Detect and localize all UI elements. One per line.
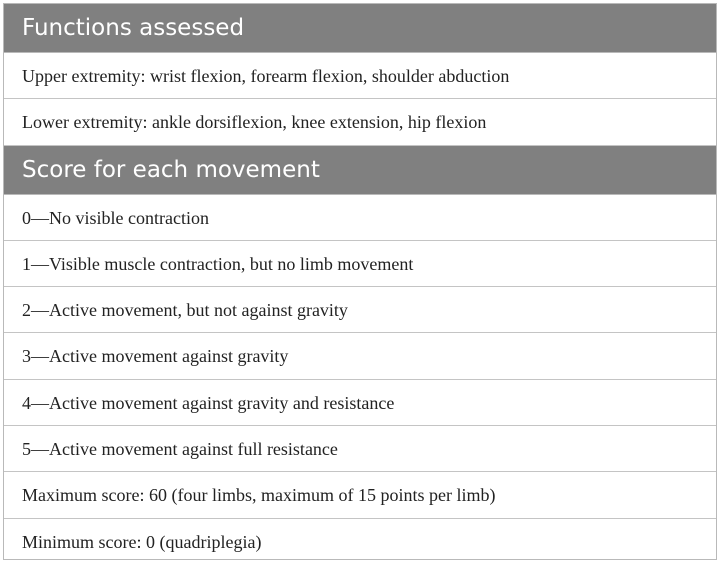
table-row: 1—Visible muscle contraction, but no limb movement (4, 241, 716, 287)
table-row: 4—Active movement against gravity and resistance (4, 380, 716, 426)
section-header-functions: Functions assessed (4, 4, 716, 53)
table-row: Upper extremity: wrist flexion, forearm flexion, shoulder abduction (4, 53, 716, 99)
table-row: 3—Active movement against gravity (4, 333, 716, 379)
table-row: Minimum score: 0 (quadriplegia) (22, 531, 262, 552)
table-row: 5—Active movement against full resistance (4, 426, 716, 472)
table-row: 2—Active movement, but not against gravity (4, 287, 716, 333)
assessment-table (3, 3, 717, 560)
table-row: Lower extremity: ankle dorsiflexion, knee extension, hip flexion (4, 99, 716, 145)
table-row: Maximum score: 60 (four limbs, maximum of 15 points per limb) (4, 472, 716, 518)
table-row: 0—No visible contraction (4, 195, 716, 241)
section-header-score: Score for each movement (4, 146, 716, 195)
